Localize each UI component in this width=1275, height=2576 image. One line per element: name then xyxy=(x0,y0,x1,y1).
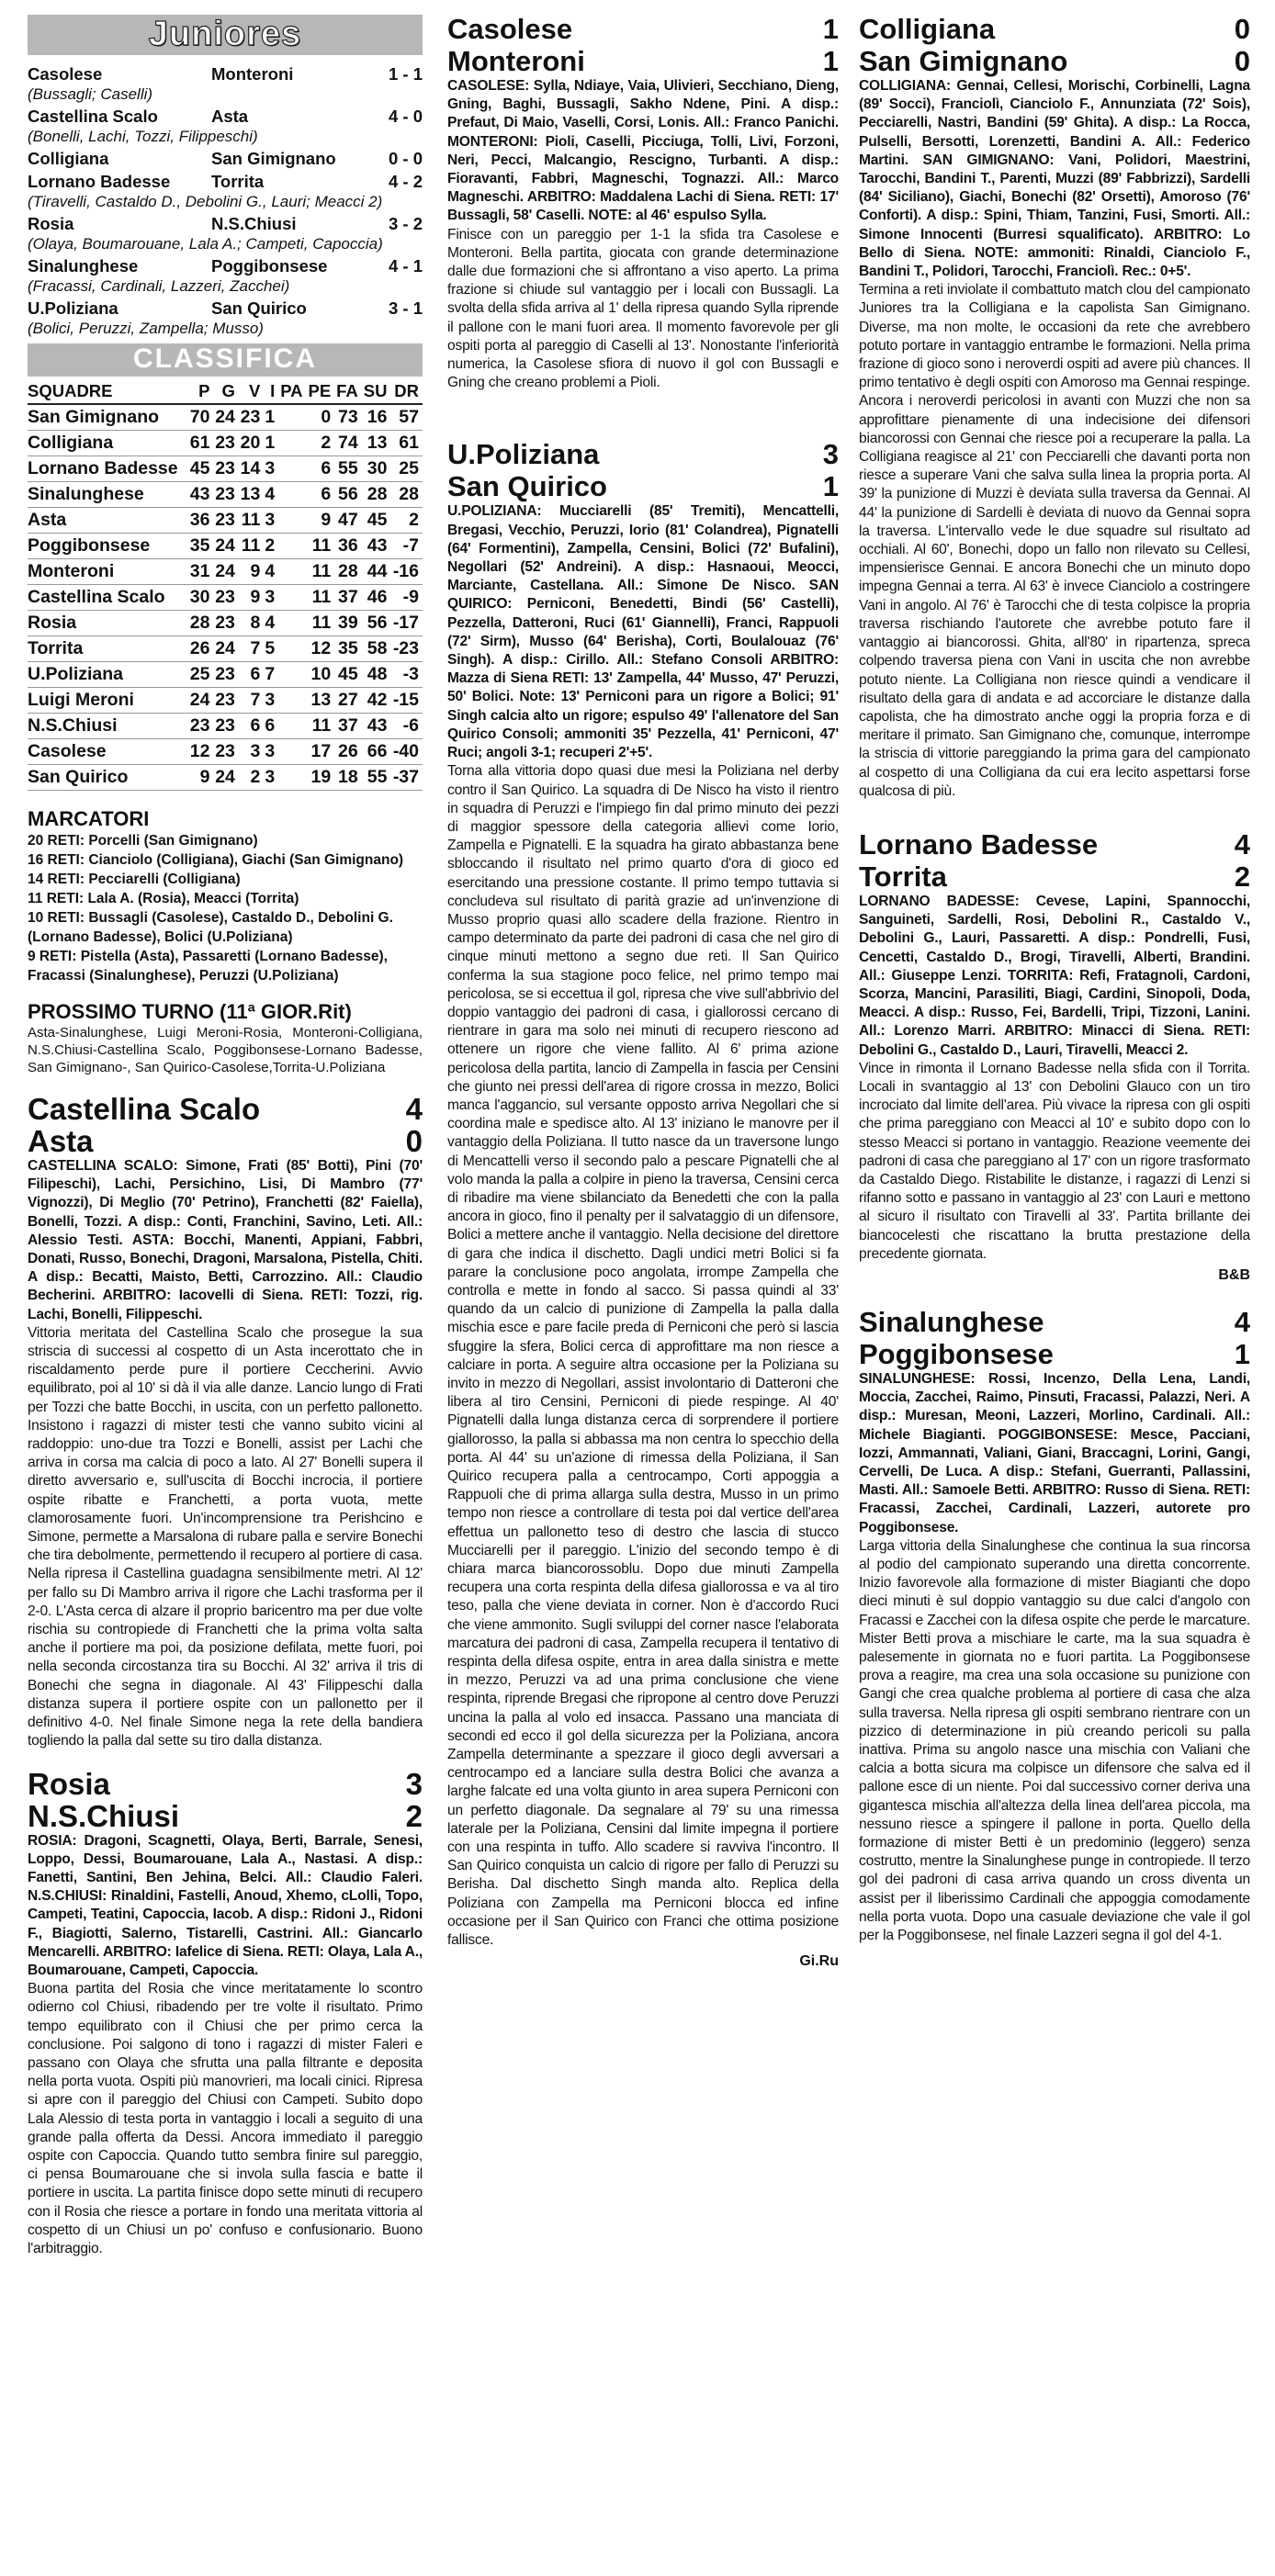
home-team-line xyxy=(859,828,1250,861)
match-report: Vince in rimonta il Lornano Badesse nella sfida con il Torrita. Locali in svantaggio al 13' con Debolini Glauco con un tiro incrociato dal limite dell'area. Più vivace la ripresa con gli ospiti che prima pareggiano con Meacci al 10' e subito dopo con lo stesso Meacci si portano in vantaggio. Reazione veemente dei padroni di casa che pareggiano al 17' con un rigore trasformato da Castaldo Diego. Ristabilite le distanze, i ragazzi di Lenzi si rifanno sotto e passano in vantaggio al 23' con Lauri e mettono al sicuro il risultato con Tiravelli al 33'. Partita brillante dei biancocelesti che riscattano la brutta prestazione della precedente giornata. xyxy=(859,1060,1250,1262)
standings-col-header: P xyxy=(188,380,213,404)
standings-value: 2 xyxy=(239,765,264,791)
standings-value: 23 xyxy=(213,431,238,456)
home-score: 0 xyxy=(1234,13,1250,45)
standings-value: 2 xyxy=(264,534,278,559)
home-score: 4 xyxy=(1234,1305,1250,1338)
home-team: Sinalunghese xyxy=(859,1305,1044,1338)
away-team-line xyxy=(859,1338,1250,1370)
standings-col-header: PA xyxy=(278,380,306,404)
home-team-line xyxy=(447,13,839,45)
away-team: N.S.Chiusi xyxy=(28,1798,180,1833)
standings-value: 11 xyxy=(307,611,335,636)
result-score: 4 - 1 xyxy=(388,256,423,276)
standings-value: 1 xyxy=(264,431,278,456)
standings-value: 4 xyxy=(264,482,278,508)
match-report: Torna alla vittoria dopo quasi due mesi la Poliziana nel derby contro il San Quirico. La squadra di De Nisco ha visto il rientro in squadra di Peruzzi e l'impiego fin dal primo minuto dei pezzi di maggior spessore della categoria allievi come Iorio, Zampella e Pignatelli. E la squadra ha girato abbastanza bene sbloccando il risultato nel primo quarto d'ora di gioco ed esercitando una pressione costante. Il primo tempo tuttavia si concludeva sul risultato di parità grazie ad un'invenzione di Musso proprio quasi allo scadere della frazione. Rientro in campo determinato da parte dei padroni di casa che nel giro di cinque minuti mettono a segno due reti. Il San Quirico conferma la sua stagione poco felice, nel primo tempo mai pericolosa, se si eccettua il gol, ripresa che vive sull'abbrivio del doppio vantaggio dei padroni di casa, i giallorossi cercano di rientrare in gara ma solo nei minuti di recupero riescono ad ottenere un rigore che viene fallito. Al 6' prima azione pericolosa della partita, lancio di Zampella in fascia per Censini che giunto nei pressi dell'area di rigore crossa in mezzo, Bolici manca l'aggancio, sul versante opposto arriva Negollari che si coordina male e spedisce alto. Al 13' iniziano le manovre per il vantaggio della Poliziana. Il tutto nasce da un traversone lungo di Mencattelli verso il secondo palo a pescare Pignatelli che al volo manda la palla a colpire in pieno la traversa, Censini cerca di ribadire ma viene sbilanciato da Benedetti che con la palla ancora in gioco, fino il penalty per il salvataggio di un difensore, Bolici a mettere anche il vantaggio. Nella decisione del direttore di gara che indica il dischetto. Dagli undici metri Bolici si fa parare la conclusione poco angolata, irrompe Zampella che controlla e mette in fondo al sacco. Si passa quindi al 33' quando da un calcio di punizione di Zampella la palla dalla mischia esce e pare facile preda di Perniconi che però si lascia sfuggire la sfera, Bolici cerca di approfittare ma non riesce a calciare in porta. A seguire altra occasione per la Poliziana su invito in mezzo di Negollari, assist involontario di Datteroni che libera al tiro Censini, Perniconi di piede respinge. Al 40' Pignatelli dalla lunga distanza cerca di sorprendere il portiere giallorosso, la palla si abbassa ma non centra lo specchio della porta. Al 44' su un'azione di rimessa della Poliziana, il San Quirico recupera palla a centrocampo, Corti appoggia a Rappuoli che di prima allarga sulla destra, Musso in un primo tempo non riesce a controllare di testa poi dal vertice dell'area effettua un pallonetto teso di destro che lascia di stucco Mucciarelli per il pareggio. L'inizio del secondo tempo è di chiara marca biancorossoblu. Dopo due minuti Zampella recupera una corta respinta della difesa giallorossa e va al tiro teso, palla che viene deviata in corner. Non è d'accordo Ruci che viene ammonito. Sugli sviluppi del corner nasce l'elaborata marcatura dei padroni di casa, Zampella recupera il tentativo di respinta della difesa ospite, entra in area dalla sinistra e mette in mezzo, Peruzzi va ad una prima conclusione che viene respinta, riprende Bregasi che ripropone al centro dove Peruzzi uncina la palla al volo ed insacca. Passano una manciata di secondi ed ecco il gol della sicurezza per la Poliziana, ancora Zampella determinante a spezzare il gioco degli avversari a centrocampo ed a lanciare sulla destra Bolici che avanza a larghe falcate ed una volta giunto in area supera Perniconi con un perfetto diagonale. Da segnalare al 79' su una rimessa laterale per la Poliziana, Censini dal limite impegna il portiere con una respinta in tuffo. Allo scadere si ravviva l'incontro. Il San Quirico conquista un calcio di rigore per fallo di Peruzzi su Berisha. Dal dischetto Singh manda alto. Replica della Poliziana con Zampella ma Perniconi blocca ed infine occasione per il San Quirico con Franci che ottima posizione fallisce. xyxy=(447,763,840,1949)
standings-value xyxy=(278,404,306,431)
result-home-team: Casolese xyxy=(28,64,103,84)
standings-value: -9 xyxy=(391,585,423,611)
standings-value xyxy=(278,611,306,636)
match-colligiana-sangimignano xyxy=(859,13,1250,801)
result-away-team: San Quirico xyxy=(211,298,307,318)
standings-value: 23 xyxy=(239,404,264,431)
standings-value: 28 xyxy=(362,482,391,508)
result-score: 1 - 1 xyxy=(388,64,423,84)
standings-value xyxy=(278,534,306,559)
standings-value: 4 xyxy=(264,611,278,636)
standings-value: 55 xyxy=(362,765,391,791)
result-away-team: Torrita xyxy=(211,172,265,191)
standings-value: 48 xyxy=(362,662,391,688)
result-away-team: N.S.Chiusi xyxy=(211,214,297,233)
home-team-line xyxy=(28,1768,423,1800)
standings-value: 23 xyxy=(188,714,213,739)
result-row xyxy=(28,256,423,276)
standings-value: 23 xyxy=(213,585,238,611)
standings-value: 24 xyxy=(188,688,213,714)
standings-value: 61 xyxy=(391,431,423,456)
standings-value xyxy=(278,739,306,765)
result-home-team: U.Poliziana xyxy=(28,298,118,318)
standings-value: 6 xyxy=(239,662,264,688)
standings-value: 27 xyxy=(334,688,362,714)
standings-col-header: SU xyxy=(362,380,391,404)
standings-value: 30 xyxy=(362,456,391,482)
juniores-header: Juniores xyxy=(28,15,423,55)
standings-value: 6 xyxy=(307,456,335,482)
standings-col-header: PE xyxy=(307,380,335,404)
author-signature: Gi.Ru xyxy=(799,1953,839,1970)
standings-value: 6 xyxy=(239,714,264,739)
standings-value: 46 xyxy=(362,585,391,611)
standings-row xyxy=(28,431,423,456)
team-name: Torrita xyxy=(28,636,188,662)
standings-value xyxy=(278,714,306,739)
standings-col-header: DR xyxy=(391,380,423,404)
standings-value: 13 xyxy=(239,482,264,508)
standings-value: 11 xyxy=(239,508,264,534)
away-score: 2 xyxy=(405,1798,423,1833)
standings-value: 39 xyxy=(334,611,362,636)
standings-value: 9 xyxy=(239,585,264,611)
match-lineup: COLLIGIANA: Gennai, Cellesi, Morischi, Corbinelli, Lagna (89' Socci), Franciolì, Cianciolo F., Annunziata (72' Sois), Pecciarelli, Nastri, Bandini (59' Ghita). A disp.: La Rocca, Pulselli, Bersotti, Lorenzetti, Bandini A. All.: Federico Martini. SAN GIMIGNANO: Vani, Polidori, Maestrini, Tarocchi, Bandini T., Parenti, Muzzi (89' Fabbrizzi), Sardelli (84' Siciliano), Giachi, Bonechi (82' Orsetti), Amoroso (76' Conforti). A disp.: Spini, Thiam, Tanzini, Fusi, Smorti. All.: Simone Innocenti (Burresi squalificato). ARBITRO: Lo Bello di Siena. NOTE: ammoniti: Rinaldi, Cianciolo F., Bandini T., Polidori, Tarocchi, Franciolì. Rec.: 0+5'. xyxy=(859,78,1250,280)
result-score: 4 - 2 xyxy=(388,172,423,191)
team-name: San Gimignano xyxy=(28,404,188,431)
standings-value: 3 xyxy=(264,456,278,482)
standings-value: 10 xyxy=(307,662,335,688)
standings-value: 11 xyxy=(307,559,335,585)
next-round-text: Asta-Sinalunghese, Luigi Meroni-Rosia, Monteroni-Colligiana, N.S.Chiusi-Castellina Scalo, Poggibonsese-Lornano Badesse, San Gimignano-, San Quirico-Casolese,Torrita-U.Poliziana xyxy=(28,1025,423,1075)
away-team-line xyxy=(28,1800,423,1832)
result-scorers: (Tiravelli, Castaldo D., Debolini G., Lauri; Meacci 2) xyxy=(28,193,383,210)
standings-value: 8 xyxy=(239,611,264,636)
standings-value: -7 xyxy=(391,534,423,559)
standings-value: 61 xyxy=(188,431,213,456)
away-team: Asta xyxy=(28,1124,94,1158)
standings-value: 45 xyxy=(362,508,391,534)
standings-value xyxy=(278,585,306,611)
standings-value: -23 xyxy=(391,636,423,662)
result-score: 3 - 1 xyxy=(388,298,423,318)
standings-value: 3 xyxy=(264,765,278,791)
standings-value: 23 xyxy=(213,688,238,714)
result-home-team: Rosia xyxy=(28,214,74,233)
result-row xyxy=(28,107,423,127)
standings-value: 23 xyxy=(213,611,238,636)
standings-value: 31 xyxy=(188,559,213,585)
standings-value xyxy=(278,508,306,534)
standings-value: 1 xyxy=(264,404,278,431)
standings-col-header: G xyxy=(213,380,238,404)
standings-value: 9 xyxy=(188,765,213,791)
match-lineup: LORNANO BADESSE: Cevese, Lapini, Spannocchi, Sanguineti, Sardelli, Rosi, Debolini R., Castaldo V., Debolini G., Lauri, Passaretti. A disp.: Pondrelli, Fusi, Cencetti, Castaldo D., Brogi, Tiravelli, Alberti, Brandini. All.: Giuseppe Lenzi. TORRITA: Refi, Fratagnoli, Cardoni, Scorza, Mancini, Parasiliti, Biagi, Cardini, Sinopoli, Doda, Meacci. A disp.: Russo, Fei, Bardelli, Tripi, Tizzoni, Lanini. All.: Lorenzo Marri. ARBITRO: Minacci di Siena. RETI: Debolini G., Castaldo D., Lauri, Tiravelli, Meacci 2. xyxy=(859,893,1250,1058)
result-row xyxy=(28,172,423,192)
classifica-header: CLASSIFICA xyxy=(28,343,423,377)
match-report: Vittoria meritata del Castellina Scalo che prosegue la sua striscia di successi al cospetto di un Asta incerottato che in riscaldamento perde pure il portiere Ceccherini. Avvio equilibrato, poi al 10' si dà il via alle danze. Lancio lungo di Frati per Tozzi che batte Bocchi, in uscita, con un perfetto pallonetto. Insistono i ragazzi di mister testi che vanno subito vicini al raddoppio: uno-due tra Tozzi e Bonelli, assist per Lachi che arriva in corsa ma calcia di poco a lato. Al 27' Bonelli supera il diretto avversario e, sull'uscita di Bocchi incrocia, il portiere ospite ribatte e Franchetti, a porta vuota, mette clamorosamente fuori. Un'incomprensione tra Perishcino e Simone, permette a Marsalona di rubare palla e servire Bonechi che tira debolmente, permettendo il recupero al portiere di casa. Nella ripresa il Castellina guadagna sensibilmente metri. Al 12' per fallo su Di Mambro arriva il rigore che Lachi trasforma per il 2-0. L'Asta cerca di alzare il proprio baricentro ma per due volte rischia su contropiede di Franchetti che la prima volta salta anche il portiere ma poi, da posizione defilata, mette fuori, poi nella seconda circostanza tira su Bocchi. Al 32' arriva il tris di Bonechi che segna in diagonale. Al 43' Filippeschi dalla distanza supera il portiere ospite con un pallonetto per il definitivo 4-0. Nel finale Simone nega la rete della bandiera togliendo la palla dal sette su tiro dalla distanza. xyxy=(28,1324,423,1749)
match-rosia-chiusi xyxy=(28,1768,423,2259)
team-name: Rosia xyxy=(28,611,188,636)
home-team: Lornano Badesse xyxy=(859,827,1099,861)
standings-value: -37 xyxy=(391,765,423,791)
home-score: 3 xyxy=(822,438,839,471)
match-lineup: CASOLESE: Sylla, Ndiaye, Vaia, Ulivieri, Secchiano, Dieng, Gning, Baghi, Bussagli, Sakho Ndene, Pini. A disp.: Prefaut, Di Maio, Vaselli, Corsi, Lonis. All.: Franco Panichi. MONTERONI: Pioli, Caselli, Picciuga, Tolli, Livi, Forzoni, Neri, Pecci, Malcangio, Rescigno, Turbanti. A disp.: Fioravanti, Fabbri, Magneschi, Tognazzi. All.: Marco Magneschi. ARBITRO: Maddalena Lachi di Siena. RETI: 17' Bussagli, 58' Caselli. NOTE: al 46' espulso Sylla. xyxy=(447,78,839,224)
away-team-line xyxy=(859,45,1250,77)
standings-value: 42 xyxy=(362,688,391,714)
standings-value: 23 xyxy=(213,739,238,765)
match-report: Termina a reti inviolate il combattuto match clou del campionato Juniores tra la Colligiana e la capolista San Gimignano. Diverse, ma non molte, le occasioni da rete che avrebbero potuto portare in vantaggio entrambe le formazioni. Nella prima frazione di gioco sono i neroverdi ospiti ad avere più chances. Il primo tentativo è degli ospiti con Amoroso ma Gennai respinge. Ancora i neroverdi pericolosi in avanti con Muzzi che non sa approfittare pienamente di una indecisione dei difensori biancorossi con Gennai che riesce poi a recuperare la palla. La Colligiana reagisce al 21' con Pecciarelli che davanti porta non riesce a superare Vani che salva sulla linea la propria porta. Al 39' la punizione di Muzzi è deviata sulla traversa da Gennai. Al 44' la punizione di Sardelli è deviata di nuovo da Gennai sopra la traversa. L'intervallo vede le due squadre sul risultato ad occhiali. Al 60', Bonechi, dopo un fallo non rilevato su Cellesi, impensierisce Gennai. E ancora Bonechi che un minuto dopo impegna Gennai a terra. Al 63' è invece Cianciolo a costringere Vani in angolo. Al 76' è Tarocchi che di testa colpisce la propria traversa rischiando l'autorete che avrebbe potuto fare il vantaggio ai biancorossi. Ghita, all'80' in ripartenza, spreca colpendo traversa piena con Vani in uscita che non avrebbe potuto niente. La Colligiana non riesce quindi a vendicare il risultato della gara di andata e ad accorciare le distanze dalla capolista, che ha dimostrato anche oggi la propria forza e di meritare il primato. San Gimignano che, comunque, interrompe la striscia di vittorie pareggiando la prima gara del campionato al cospetto di una Colligiana da cui era lecito aspettarsi forse qualcosa di più. xyxy=(859,282,1250,799)
away-score: 1 xyxy=(1234,1337,1250,1370)
away-score: 1 xyxy=(822,45,839,77)
away-team: San Quirico xyxy=(447,470,607,503)
standings-value: 37 xyxy=(334,585,362,611)
standings-value: -6 xyxy=(391,714,423,739)
home-score: 4 xyxy=(1234,827,1250,861)
standings-row xyxy=(28,534,423,559)
standings-value: 11 xyxy=(307,534,335,559)
standings-value: 28 xyxy=(391,482,423,508)
standings-row xyxy=(28,559,423,585)
next-round-title: PROSSIMO TURNO (11ª GIOR.Rit) xyxy=(28,1000,352,1023)
result-scorers: (Fracassi, Cardinali, Lazzeri, Zacchei) xyxy=(28,277,290,295)
home-team: Rosia xyxy=(28,1766,110,1801)
standings-value: 2 xyxy=(307,431,335,456)
standings-col-header: SQUADRE xyxy=(28,380,188,404)
standings-value: 35 xyxy=(188,534,213,559)
standings-value: 44 xyxy=(362,559,391,585)
standings-value: 11 xyxy=(307,714,335,739)
column-left xyxy=(28,13,423,2258)
home-team: Castellina Scalo xyxy=(28,1092,261,1126)
standings-col-header: FA xyxy=(334,380,362,404)
team-name: Asta xyxy=(28,508,188,534)
standings-value: 74 xyxy=(334,431,362,456)
standings-row xyxy=(28,765,423,791)
result-home-team: Lornano Badesse xyxy=(28,172,171,191)
away-team-line xyxy=(447,470,839,502)
standings-value: 26 xyxy=(334,739,362,765)
team-name: Lornano Badesse xyxy=(28,456,188,482)
standings-value: 0 xyxy=(307,404,335,431)
standings-value: -16 xyxy=(391,559,423,585)
result-away-team: Poggibonsese xyxy=(211,256,328,276)
result-home-team: Castellina Scalo xyxy=(28,107,158,126)
results-list xyxy=(28,64,423,338)
standings-value: 7 xyxy=(264,662,278,688)
result-away-team: Monteroni xyxy=(211,64,294,84)
home-team-line xyxy=(447,438,839,470)
column-right xyxy=(859,13,1250,1945)
scorer-line: 20 RETI: Porcelli (San Gimignano) xyxy=(28,833,258,849)
standings-row xyxy=(28,636,423,662)
result-away-team: San Gimignano xyxy=(211,149,336,168)
away-score: 0 xyxy=(1234,45,1250,77)
result-row xyxy=(28,298,423,319)
standings-value: 11 xyxy=(239,534,264,559)
away-team-line xyxy=(28,1125,423,1157)
home-score: 1 xyxy=(822,13,839,45)
standings-value: 26 xyxy=(188,636,213,662)
away-team: Torrita xyxy=(859,860,947,893)
result-score: 0 - 0 xyxy=(388,149,423,168)
marcatori-title: MARCATORI xyxy=(28,807,150,830)
match-lineup: U.POLIZIANA: Mucciarelli (85' Tremiti), Mencattelli, Bregasi, Vecchio, Peruzzi, Iorio (81' Colandrea), Pignatelli (64' Formentini), Zampella, Censini, Bolici (72' Bufalini), Negollari (52' Andreini). A disp.: Hasnaoui, Meocci, Marciante, Castellana. All.: Simone De Nisco. SAN QUIRICO: Perniconi, Benedetti, Bindi (56' Castelli), Pezzella, Datteroni, Ruci (61' Giannelli), Franci, Rappuoli (72' Sirm), Musso (64' Berisha), Corti, Boulalouaz (76' Singh). A disp.: Cirillo. All.: Stefano Consoli ARBITRO: Mazza di Siena RETI: 13' Zampella, 44' Musso, 47' Peruzzi, 50' Bolici. Note: 13' Perniconi para un rigore a Bolici; 91' Singh calcia alto un rigore; espulso 49' l'allenatore del San Quirico Consoli; ammoniti 35' Pezzella, 41' Perniconi, 47' Ruci; angoli 3-1; recuperi 2'+5'. xyxy=(447,503,839,761)
standings-value: 73 xyxy=(334,404,362,431)
standings-value: 13 xyxy=(307,688,335,714)
standings-value: 19 xyxy=(307,765,335,791)
standings-value: 24 xyxy=(213,404,238,431)
standings-value: 43 xyxy=(362,534,391,559)
scorer-line: 16 RETI: Cianciolo (Colligiana), Giachi (San Gimignano) xyxy=(28,852,404,868)
team-name: San Quirico xyxy=(28,765,188,791)
standings-value: 2 xyxy=(391,508,423,534)
standings-value: 4 xyxy=(264,559,278,585)
match-sinalunghese-poggibonsese xyxy=(859,1306,1250,1945)
result-row xyxy=(28,149,423,169)
standings-value: 16 xyxy=(362,404,391,431)
standings-value: 12 xyxy=(188,739,213,765)
standings-value: 23 xyxy=(213,714,238,739)
standings-value: 3 xyxy=(239,739,264,765)
result-home-team: Colligiana xyxy=(28,149,109,168)
standings-row xyxy=(28,611,423,636)
home-team: Casolese xyxy=(447,13,573,45)
result-scorers: (Olaya, Boumarouane, Lala A.; Campeti, Capoccia) xyxy=(28,235,383,253)
standings-value: 25 xyxy=(391,456,423,482)
result-scorers: (Bonelli, Lachi, Tozzi, Filippeschi) xyxy=(28,128,258,145)
home-team: U.Poliziana xyxy=(447,438,600,471)
team-name: U.Poliziana xyxy=(28,662,188,688)
standings-row xyxy=(28,739,423,765)
team-name: Sinalunghese xyxy=(28,482,188,508)
standings-value: 66 xyxy=(362,739,391,765)
away-score: 2 xyxy=(1234,860,1250,893)
standings-value: -40 xyxy=(391,739,423,765)
standings-value xyxy=(278,482,306,508)
home-team-line xyxy=(859,1306,1250,1338)
standings-row xyxy=(28,714,423,739)
result-score: 3 - 2 xyxy=(388,214,423,233)
standings-value: 23 xyxy=(213,456,238,482)
standings-value: 24 xyxy=(213,636,238,662)
standings-value: 6 xyxy=(264,714,278,739)
standings-value: 25 xyxy=(188,662,213,688)
standings-value: 14 xyxy=(239,456,264,482)
standings-value xyxy=(278,456,306,482)
standings-row xyxy=(28,482,423,508)
standings-row xyxy=(28,662,423,688)
home-team-line xyxy=(859,13,1250,45)
standings-value: 3 xyxy=(264,739,278,765)
standings-value: 43 xyxy=(188,482,213,508)
away-team: Monteroni xyxy=(447,45,585,77)
team-name: Poggibonsese xyxy=(28,534,188,559)
home-team: Colligiana xyxy=(859,13,996,45)
standings-row xyxy=(28,456,423,482)
standings-value: 56 xyxy=(362,611,391,636)
standings-value: 7 xyxy=(239,688,264,714)
standings-value: 24 xyxy=(213,559,238,585)
standings-value: 23 xyxy=(213,662,238,688)
match-lineup: CASTELLINA SCALO: Simone, Frati (85' Botti), Pini (70' Filipeschi), Lachi, Persichino, Lisi, Di Mambro (77' Vignozzi), Di Meglio (70' Petrino), Franchetti (82' Faiella), Bonelli, Tozzi. A disp.: Conti, Franchini, Savino, Leti. All.: Alessio Testi. ASTA: Bocchi, Manenti, Appiani, Fabbri, Donati, Russo, Bonechi, Dragoni, Marsalona, Pistella, Chiti. A disp.: Becatti, Maisto, Betti, Carrozzino. All.: Claudio Becherini. ARBITRO: Iacovelli di Siena. RETI: Tozzi, rig. Lachi, Bonelli, Filippeschi. xyxy=(28,1158,423,1322)
result-row xyxy=(28,64,423,84)
match-lornano-torrita xyxy=(859,828,1250,1284)
result-row xyxy=(28,214,423,234)
standings-value: 9 xyxy=(239,559,264,585)
team-name: Monteroni xyxy=(28,559,188,585)
standings-value: 55 xyxy=(334,456,362,482)
standings-value: 28 xyxy=(188,611,213,636)
standings-value: 11 xyxy=(307,585,335,611)
standings-value: -17 xyxy=(391,611,423,636)
standings-value: 43 xyxy=(362,714,391,739)
away-score: 0 xyxy=(405,1124,423,1158)
standings-value: 20 xyxy=(239,431,264,456)
standings-value xyxy=(278,559,306,585)
standings-value: 13 xyxy=(362,431,391,456)
result-home-team: Sinalunghese xyxy=(28,256,139,276)
standings-value: 3 xyxy=(264,508,278,534)
home-score: 3 xyxy=(405,1766,423,1801)
match-casolese-monteroni xyxy=(447,13,839,392)
away-team: San Gimignano xyxy=(859,45,1068,77)
standings-value: 23 xyxy=(213,508,238,534)
standings-value: 35 xyxy=(334,636,362,662)
team-name: Castellina Scalo xyxy=(28,585,188,611)
standings-value: 57 xyxy=(391,404,423,431)
home-team-line xyxy=(28,1093,423,1125)
standings-value: 6 xyxy=(307,482,335,508)
standings-value: 3 xyxy=(264,688,278,714)
standings-value: 18 xyxy=(334,765,362,791)
scorer-line: 9 RETI: Pistella (Asta), Passaretti (Lornano Badesse), Fracassi (Sinalunghese), Peruzzi (U.Poliziana) xyxy=(28,949,388,984)
standings-col-header: I xyxy=(264,380,278,404)
standings-table xyxy=(28,380,423,791)
standings-value: -3 xyxy=(391,662,423,688)
standings-value: 5 xyxy=(264,636,278,662)
standings-value: 7 xyxy=(239,636,264,662)
standings-value xyxy=(278,431,306,456)
standings-value: 56 xyxy=(334,482,362,508)
away-team-line xyxy=(859,861,1250,893)
standings-value: 45 xyxy=(188,456,213,482)
standings-value: 24 xyxy=(213,534,238,559)
match-lineup: ROSIA: Dragoni, Scagnetti, Olaya, Berti, Barrale, Senesi, Loppo, Dessi, Boumarouane, Lala A., Nastasi. A disp.: Fanetti, Santini, Ben Jehina, Belci. All.: Claudio Faleri. N.S.CHIUSI: Rinaldini, Fastelli, Anoud, Xhemo, cLolli, Topo, Campeti, Teatini, Capoccia, Iacob. A disp.: Ridoni J., Ridoni F., Biagiotti, Salerno, Tistarelli, Castrini. All.: Giancarlo Mencarelli. ARBITRO: Iafelice di Siena. RETI: Olaya, Lala A., Boumarouane, Campeti, Capoccia. xyxy=(28,1832,423,1978)
author-signature: B&B xyxy=(1218,1266,1250,1283)
away-team: Poggibonsese xyxy=(859,1337,1054,1370)
standings-value: 23 xyxy=(213,482,238,508)
scorer-line: 11 RETI: Lala A. (Rosia), Meacci (Torrita) xyxy=(28,891,299,906)
standings-value: 24 xyxy=(213,765,238,791)
match-castellina-asta xyxy=(28,1093,423,1751)
standings-row xyxy=(28,585,423,611)
column-middle xyxy=(447,13,839,1970)
team-name: Casolese xyxy=(28,739,188,765)
standings-value xyxy=(278,765,306,791)
standings-value xyxy=(278,688,306,714)
standings-value: 47 xyxy=(334,508,362,534)
marcatori-list xyxy=(28,831,423,985)
standings-row xyxy=(28,508,423,534)
standings-col-header: V xyxy=(239,380,264,404)
match-lineup: SINALUNGHESE: Rossi, Incenzo, Della Lena, Landi, Moccia, Zacchei, Raimo, Pinsuti, Fracassi, Palazzi, Neri. A disp.: Muresan, Meoni, Lazzeri, Morlino, Cardinali. All.: Michele Biagianti. POGGIBONSESE: Mesce, Pacciani, Iozzi, Ammannati, Valiani, Giani, Braccagni, Lorini, Gangi, Cervelli, De Luca. A disp.: Stefani, Guerranti, Pallassini, Masti. All.: Samoele Betti. ARBITRO: Russo di Siena. RETI: Fracassi, Zacchei, Cardinali, Lazzeri, autorete pro Poggibonsese. xyxy=(859,1370,1250,1535)
match-report: Buona partita del Rosia che vince meritatamente lo scontro odierno col Chiusi, ribadendo per tre volte il risultato. Primo tempo equilibrato con il Chiusi che per primo cerca la conclusione. Poi salgono di tono i ragazzi di mister Faleri e passano con Olaya che sfrutta una palla filtrante e deposita nella porta vuota. Ospiti più manovrieri, ma locali cinici. Ripresa si apre con il pareggio del Chiusi con Campeti. Subito dopo Lala Alessio di testa porta in vantaggio i locali a seguito di una grande palla offerta da Dessi. Ancora immediato il pareggio ospite con Capoccia. Quando tutto sembra finire sul pareggio, ci pensa Boumarouane che si invola sulla fascia e batte il portiere in uscita. La partita finisce dopo sette minuti di recupero con il Rosia che riesce a portare in fondo una meritata vittoria al cospetto di un Chiusi un po' confuso e confusionario. Buono l'arbitraggio. xyxy=(28,1981,423,2256)
standings-row xyxy=(28,688,423,714)
away-score: 1 xyxy=(822,470,839,503)
standings-value: 58 xyxy=(362,636,391,662)
away-team-line xyxy=(447,45,839,77)
scorer-line: 14 RETI: Pecciarelli (Colligiana) xyxy=(28,872,241,887)
standings-value: -15 xyxy=(391,688,423,714)
match-poliziana-sanquirico xyxy=(447,438,839,1970)
standings-value: 28 xyxy=(334,559,362,585)
result-away-team: Asta xyxy=(211,107,249,126)
standings-value: 45 xyxy=(334,662,362,688)
standings-header-row xyxy=(28,380,423,404)
result-scorers: (Bolici, Peruzzi, Zampella; Musso) xyxy=(28,320,264,337)
standings-value: 70 xyxy=(188,404,213,431)
team-name: Colligiana xyxy=(28,431,188,456)
standings-value: 12 xyxy=(307,636,335,662)
team-name: N.S.Chiusi xyxy=(28,714,188,739)
result-score: 4 - 0 xyxy=(388,107,423,126)
home-score: 4 xyxy=(405,1092,423,1126)
match-report: Larga vittoria della Sinalunghese che continua la sua rincorsa al podio del campionato superando una diretta concorrente. Inizio favorevole alla formazione di mister Biagianti che dopo dieci minuti è sul doppio vantaggio su due calci d'angolo con Fracassi e Zacchei con la difesa ospite che perde le marcature. Mister Betti prova a mischiare le carte, ma la sua squadra è palesemente in giornata no e fuori partita. La Poggibonsese prova a reagire, ma crea una sola occasione su punizione con Gangi che crea qualche problema al portiere di casa che alza sulla traversa. Nella ripresa gli ospiti sembrano rientrare con un pizzico di determinazione in più creando pericoli su palla inattiva. Prima su angolo nasce una mischia con Valiani che calcia a botta sicura ma colpisce un difensore che salva ed il pallone esce di un niente. Poi dal successivo corner deriva una gigantesca mischia all'altezza della linea dell'area piccola, ma nessuno riesce a spingere il pallone in porta. Quello della formazione di mister Betti è un predominio (leggero) senza costrutto, mentre la Sinalunghese punge in contropiede. Il terzo gol dei padroni di casa arriva quando un cross diventa un assist per il liberissimo Cardinali che appoggia comodamente nella porta vuota. Dopo una casuale deviazione che vale il gol per la Poggibonsese, nel finale Lazzeri segna il gol del 4-1. xyxy=(859,1537,1250,1944)
standings-value: 3 xyxy=(264,585,278,611)
match-report: Finisce con un pareggio per 1-1 la sfida tra Casolese e Monteroni. Bella partita, giocata con grande determinazione dalle due formazioni che si affrontano a viso aperto. La prima frazione si chiude sul vantaggio per i locali con Bussagli. La svolta della sfida arriva al 1' della ripresa quando Sylla riprende il pallone con le mani fuori area. Il momento favorevole per gli ospiti porta al pareggio di Caselli al 13'. Nonostante l'inferiorità numerica, la Casolese sfiora di nuovo il gol con Bussagli e Gning che creano problemi a Pioli. xyxy=(447,226,839,391)
team-name: Luigi Meroni xyxy=(28,688,188,714)
standings-value: 9 xyxy=(307,508,335,534)
result-scorers: (Bussagli; Caselli) xyxy=(28,85,153,103)
standings-value: 17 xyxy=(307,739,335,765)
standings-value: 36 xyxy=(188,508,213,534)
standings-value xyxy=(278,662,306,688)
standings-value: 36 xyxy=(334,534,362,559)
standings-value: 30 xyxy=(188,585,213,611)
standings-row xyxy=(28,404,423,431)
standings-value xyxy=(278,636,306,662)
scorer-line: 10 RETI: Bussagli (Casolese), Castaldo D., Debolini G. (Lornano Badesse), Bolici (U.Poliziana) xyxy=(28,910,393,945)
standings-value: 37 xyxy=(334,714,362,739)
